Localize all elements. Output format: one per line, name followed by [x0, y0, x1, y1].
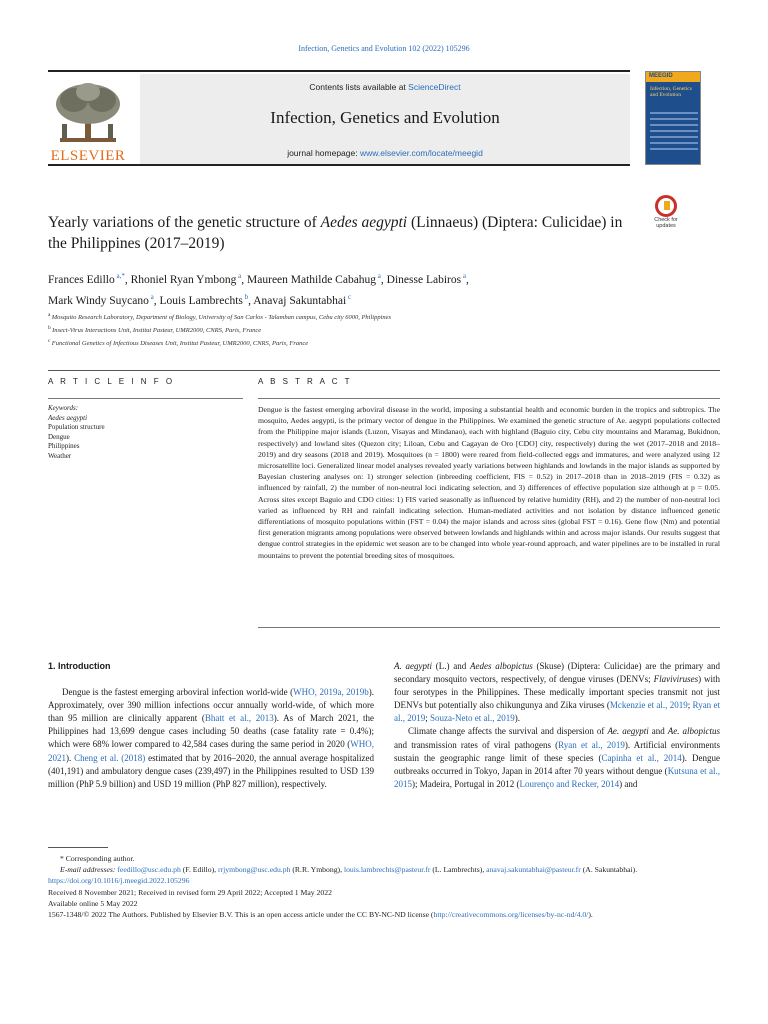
- intro-text: ). Approximately, over 390 million infections occur annually world-wide, of which more than 95 million are clinically apparent (: [48, 687, 374, 724]
- check-updates-label: Check for updates: [654, 217, 678, 229]
- email-link[interactable]: rrjymbong@usc.edu.ph: [218, 865, 291, 875]
- intro-citation-link[interactable]: Kutsuna et al., 2015: [394, 765, 720, 789]
- check-for-updates-button[interactable]: [648, 195, 684, 233]
- intro-citation-link[interactable]: Mckenzie et al., 2019: [609, 700, 688, 711]
- intro-text: Climate change affects the survival and dispersion of: [408, 726, 608, 737]
- email-label: E-mail addresses:: [60, 865, 118, 875]
- intro-paragraph-1: [48, 686, 374, 791]
- intro-text: A. aegypti: [394, 661, 432, 671]
- intro-citation-link[interactable]: Capinha et al., 2014: [601, 752, 682, 763]
- intro-paragraph-2: [394, 660, 720, 725]
- footnotes: [48, 853, 720, 920]
- body-column-right: [394, 660, 720, 791]
- journal-cover-thumbnail[interactable]: [645, 71, 701, 165]
- affiliation-item: [48, 323, 668, 336]
- license-statement: [48, 909, 720, 920]
- email-addresses: [48, 864, 720, 875]
- intro-text: ;: [687, 700, 693, 711]
- license-end: ).: [588, 910, 593, 920]
- intro-text: (Skuse) (Diptera: Culicidae) are the primary and secondary mosquito vectors, respectively, of dengue viruses (DENVs;: [394, 661, 720, 685]
- intro-text: ). Dengue outbreaks occurred in Tokyo, Japan in 2014 after 70 years without dengue (: [394, 752, 720, 776]
- keyword-item: Dengue: [48, 432, 70, 441]
- author-affiliation-marker[interactable]: a: [236, 272, 242, 280]
- author-name: Anavaj Sakuntabhai: [253, 294, 347, 307]
- author-separator: ,: [241, 273, 248, 286]
- cover-title: Infection, Genetics and Evolution: [650, 86, 692, 99]
- elsevier-logo[interactable]: [48, 80, 128, 166]
- divider: [48, 370, 720, 371]
- author-separator: ,: [124, 273, 131, 286]
- intro-text: Ae. albopictus: [667, 726, 721, 737]
- affiliation-text: Insect-Virus Interactions Unit, Institut Pasteur, UMR2000, CNRS, Paris, France: [52, 327, 262, 335]
- intro-citation-link[interactable]: Ryan et al., 2019: [558, 739, 625, 750]
- keyword-item: Philippines: [48, 442, 80, 450]
- affiliations: [48, 310, 668, 349]
- intro-text: Ae. aegypti: [607, 726, 649, 737]
- corresponding-author-note: * Corresponding author.: [60, 854, 135, 863]
- author-name: Rhoniel Ryan Ymbong: [130, 273, 237, 286]
- author-affiliation-marker[interactable]: a,*: [114, 272, 125, 280]
- doi-link[interactable]: https://doi.org/10.1016/j.meegid.2022.105296: [48, 876, 190, 886]
- intro-paragraph-3: [394, 725, 720, 790]
- intro-citation-link[interactable]: Ryan et al., 2019: [394, 700, 720, 724]
- author-separator: ,: [248, 294, 254, 307]
- intro-citation-link[interactable]: WHO, 2021: [48, 739, 374, 763]
- intro-text: ).: [514, 713, 520, 724]
- author-separator: ,: [465, 273, 469, 286]
- available-online: Available online 5 May 2022: [48, 898, 138, 908]
- abstract-heading: A B S T R A C T: [258, 377, 352, 386]
- email-owner: (F. Edillo),: [180, 865, 218, 875]
- author-affiliation-marker[interactable]: b: [242, 292, 249, 301]
- affiliation-item: [48, 310, 668, 323]
- cover-code: MEEGID: [649, 73, 673, 79]
- affiliation-key: b: [48, 325, 53, 332]
- elsevier-tree-icon: [52, 80, 124, 146]
- section-heading-introduction: 1. Introduction: [48, 661, 111, 671]
- author-separator: ,: [153, 294, 160, 307]
- intro-text: ). Artificial environments sustain the geographic range limit of these species (: [394, 739, 720, 763]
- license-link[interactable]: http://creativecommons.org/licenses/by-nc-nd/4.0/: [433, 910, 589, 920]
- intro-text: estimated that by 2016–2020, the annual average hospitalized (401,191) and ambulatory dengue cases (239,497) in the Philippines resulted to USD 139 million (PhP 5.9 billion) and USD 19 million (PhP 827 million), respectively.: [48, 752, 375, 789]
- intro-text: Aedes albopictus: [470, 661, 533, 671]
- article-title-part2: (Linnaeus) (Diptera: Culicidae) in the Philippines (2017–2019): [48, 214, 623, 252]
- affiliation-key: a: [48, 312, 52, 318]
- cover-decoration: [650, 112, 698, 154]
- contents-prefix: Contents lists available at: [309, 82, 409, 92]
- sciencedirect-link[interactable]: ScienceDirect: [408, 82, 461, 92]
- author-affiliation-marker[interactable]: a: [148, 292, 154, 301]
- article-info-heading: A R T I C L E I N F O: [48, 377, 175, 386]
- affiliation-text: Mosquito Research Laboratory, Department of Biology, University of San Carlos - Talamban campus, Cebu city 6000, Philippines: [51, 314, 392, 322]
- keyword-item: Weather: [48, 451, 72, 460]
- intro-text: and: [648, 726, 668, 737]
- email-link[interactable]: louis.lambrechts@pasteur.fr: [343, 865, 431, 875]
- intro-text: Dengue is the fastest emerging arboviral infection world-wide (: [62, 687, 294, 698]
- footnote-divider: [48, 847, 108, 848]
- author-affiliation-marker[interactable]: a: [461, 272, 466, 280]
- intro-citation-link[interactable]: WHO, 2019a, 2019b: [293, 687, 369, 698]
- author-name: Louis Lambrechts: [159, 294, 243, 307]
- journal-title: Infection, Genetics and Evolution: [270, 108, 500, 127]
- email-owner: (A. Sakuntabhai).: [580, 865, 638, 875]
- intro-text: ;: [425, 713, 431, 724]
- keywords-label: Keywords:: [48, 404, 79, 412]
- email-link[interactable]: feedillo@usc.edu.ph: [117, 865, 181, 875]
- license-text: 1567-1348/© 2022 The Authors. Published by Elsevier B.V. This is an open access article under the CC BY-NC-ND license (: [48, 910, 434, 920]
- author-name: Dinesse Labiros: [386, 273, 462, 286]
- intro-text: ).: [66, 752, 75, 763]
- affiliation-item: [48, 336, 668, 349]
- intro-citation-link[interactable]: Bhatt et al., 2013: [204, 713, 274, 724]
- homepage-prefix: journal homepage:: [287, 148, 360, 158]
- intro-text: (L.) and: [432, 661, 471, 671]
- keywords-list: [48, 414, 243, 462]
- intro-citation-link[interactable]: Souza-Neto et al., 2019: [430, 713, 515, 724]
- abstract-body: Dengue is the fastest emerging arboviral disease in the world, imposing a substantial health and economic burden in the tropics and subtropics. The mosquito, Aedes aegypti, is the primary vector of dengue in the Philippines. We examined the genetic structure of Ae. aegypti populations collected from the Philippine major islands (Luzon, Visayas and Mindanao), each with highland (Baguio city, Cebu city mountains and Maramag, Bukidnon, respectively) and lowland sites (Quezon city; Liloan, Cebu and Cagayan de Oro [CDO] city, respectively) during the wet (2017–2018 and 2018–2019) and dry seasons (2018 and 2019). Mosquitoes (n = 1800) were reared from field-collected eggs and immatures, and were analyzed using 12 microsatellite loci. Generalized linear model analyses revealed yearly variations between highlands and lowlands in the major islands as supported by Bayesian clustering analyses on: 1) stronger selection (inbreeding coefficient, FIS = 0.52) in 2017–2018 than in 2018–2019 (FIS = 0.32) as influenced by rainfall, 2) the number of non-neutral loci indicating selection, and 3) differences of effective population size although at p = 0.05. Across sites except Baguio and CDO cities: 1) FIS varied seasonally as influenced by relative humidity (RH), and 2) the number of non-neutral loci varied as influenced by RH and rainfall indicating selection. Human-mediated activities and not isolation by distance influenced genetic differentiations of mosquito populations within (FST = 0.04) the major islands and across sites (global FST = 0.16). Gene flow (Nm) and potential first generation migrants among populations were observed between lowlands and highlands within and across major islands. Our results suggest that dengue control strategies in the epidemic wet season are to be changed into whole year-round approach, and water pipelines are to be installed in rural mountains to prevent the potential breeding sites of mosquitoes.: [258, 398, 720, 628]
- author-affiliation-marker[interactable]: c: [346, 292, 352, 301]
- author-separator: ,: [380, 273, 387, 286]
- article-title: [48, 212, 628, 254]
- intro-citation-link[interactable]: Lourenço and Recker, 2014: [519, 778, 620, 789]
- keyword-item: Population structure: [48, 423, 105, 431]
- article-title-part1: Yearly variations of the genetic structure of: [48, 214, 321, 231]
- author-name: Mark Windy Suycano: [48, 294, 149, 307]
- affiliation-key: c: [48, 338, 52, 345]
- email-link[interactable]: anavaj.sakuntabhai@pasteur.fr: [486, 865, 581, 875]
- journal-homepage-link[interactable]: www.elsevier.com/locate/meegid: [359, 148, 483, 158]
- masthead-center: [140, 74, 630, 164]
- author-affiliation-marker[interactable]: a: [376, 272, 381, 280]
- intro-text: ); Madeira, Portugal in 2012 (: [412, 778, 520, 789]
- email-owner: (R.R. Ymbong),: [290, 865, 344, 875]
- body-column-left: [48, 660, 374, 791]
- running-head[interactable]: Infection, Genetics and Evolution 102 (2022) 105296: [298, 44, 470, 53]
- intro-text: and transmission rates of viral pathogens (: [394, 739, 559, 750]
- email-owner: (L. Lambrechts),: [430, 865, 487, 875]
- intro-text: ) with four serotypes in the Philippines. These medically important species transmit not just DENVs but potentially also chikungunya and Zika viruses (: [394, 674, 720, 711]
- keyword-item: Aedes aegypti: [48, 413, 88, 422]
- author-name: Frances Edillo: [48, 273, 115, 286]
- journal-masthead: [48, 70, 630, 166]
- intro-citation-link[interactable]: Cheng et al. (2018): [74, 752, 146, 763]
- article-info-box: [48, 398, 243, 461]
- check-updates-icon: [655, 195, 677, 217]
- author-list: [48, 268, 638, 310]
- author-name: Maureen Mathilde Cabahug: [247, 273, 377, 286]
- intro-text: Flaviviruses: [653, 674, 699, 685]
- article-title-species: Aedes aegypti: [320, 214, 408, 231]
- intro-text: ). As of March 2021, the Philippines had 13,699 dengue cases including 50 deaths (case fatality rate = 0.4%); which were 68% lower compared to 42,584 cases during the same period in 2020 (: [48, 713, 375, 750]
- homepage-line: [140, 148, 630, 158]
- affiliation-text: Functional Genetics of Infectious Diseases Unit, Institut Pasteur, UMR2000, CNRS, Paris, France: [51, 340, 309, 348]
- received-dates: Received 8 November 2021; Received in revised form 29 April 2022; Accepted 1 May 2022: [48, 887, 332, 897]
- contents-line: [140, 82, 630, 92]
- intro-text: ) and: [619, 778, 638, 789]
- elsevier-wordmark: ELSEVIER: [50, 148, 126, 164]
